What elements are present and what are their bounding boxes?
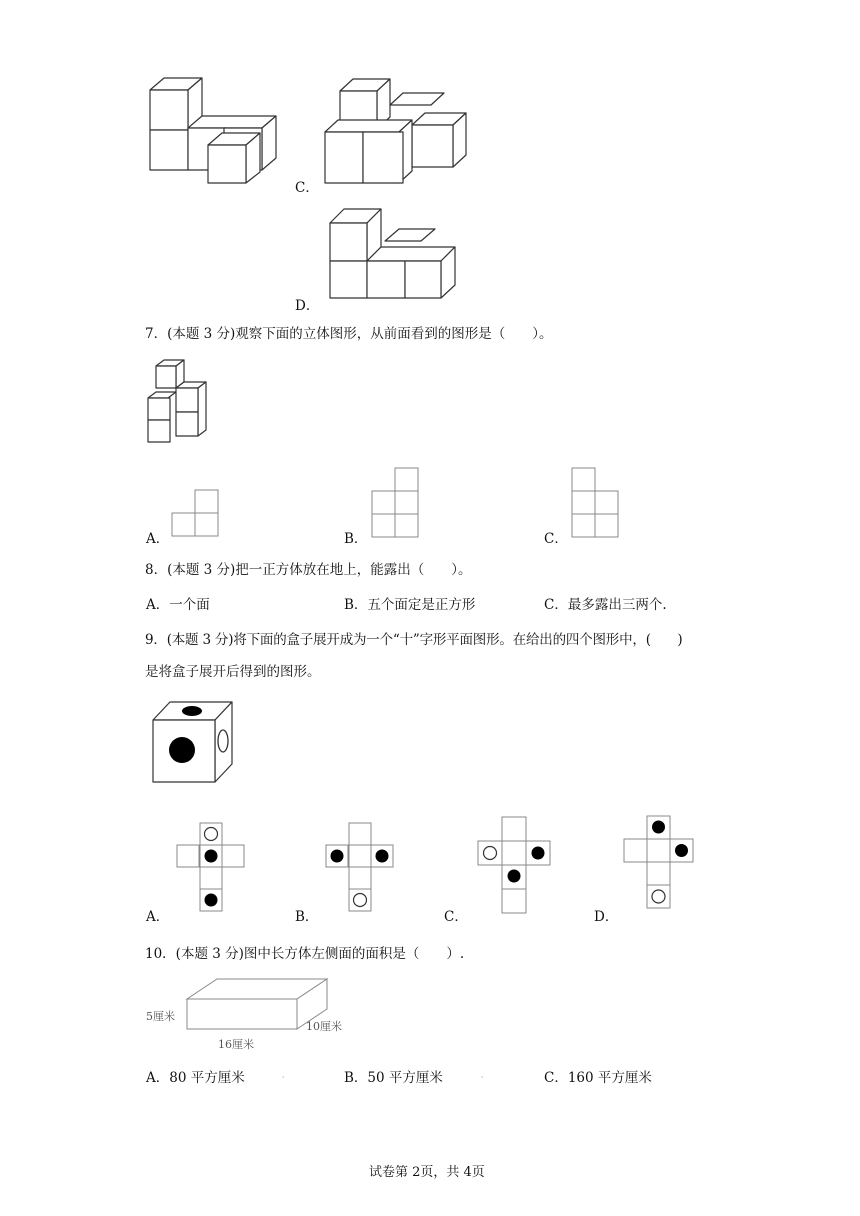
q9-option-a-net[interactable] [176, 822, 246, 914]
q9-question-line2: 是将盒子展开后得到的图形。 [145, 664, 321, 680]
q7-option-a-label[interactable]: A． [146, 531, 170, 547]
q10-option-b[interactable]: B．50 平方厘米 [344, 1070, 443, 1086]
q7-option-b-figure[interactable] [369, 466, 421, 538]
q9-question-line1: 9．(本题 3 分)将下面的盒子展开成为一个“十”字形平面图形。在给出的四个图形中，( ) [145, 632, 683, 648]
q10-separator-mark-2: ˌ [481, 1070, 484, 1079]
q8-question: 8．(本题 3 分)把一正方体放在地上，能露出（ ）。 [145, 562, 472, 578]
q7-option-c-label[interactable]: C． [544, 531, 568, 547]
q7-option-a-figure[interactable] [170, 488, 220, 538]
q10-length-label: 16厘米 [218, 1038, 254, 1051]
q10-height-label: 5厘米 [146, 1010, 175, 1023]
q7-solid-figure [146, 358, 216, 448]
q6-figure-c [320, 75, 480, 190]
q7-option-c-figure[interactable] [569, 466, 621, 538]
q6-option-c-label[interactable]: C． [295, 180, 319, 196]
q9-option-b-label[interactable]: B． [295, 909, 319, 925]
q9-option-d-net[interactable] [623, 815, 695, 911]
q6-figure-1 [140, 70, 290, 190]
q7-question: 7．(本题 3 分)观察下面的立体图形，从前面看到的图形是（ ）。 [145, 326, 553, 342]
q10-depth-label: 10厘米 [306, 1020, 342, 1033]
page-footer: 试卷第 2页，共 4页 [369, 1165, 485, 1180]
q8-option-c[interactable]: C．最多露出三两个. [544, 597, 667, 613]
q10-option-c[interactable]: C．160 平方厘米 [544, 1070, 652, 1086]
q6-figure-d [325, 205, 465, 305]
q9-option-c-label[interactable]: C． [444, 909, 468, 925]
q9-option-c-net[interactable] [477, 816, 553, 914]
q7-option-b-label[interactable]: B． [344, 531, 368, 547]
q8-option-b[interactable]: B．五个面定是正方形 [344, 597, 476, 613]
q10-option-a[interactable]: A．80 平方厘米 [146, 1070, 245, 1086]
q10-separator-mark-1: ˌ [282, 1070, 285, 1079]
q9-dice-box [150, 700, 235, 785]
q9-option-b-net[interactable] [325, 822, 395, 914]
q9-option-d-label[interactable]: D． [594, 909, 619, 925]
q9-option-a-label[interactable]: A． [146, 909, 170, 925]
q10-question: 10．(本题 3 分)图中长方体左侧面的面积是（ ）. [145, 946, 465, 962]
q6-option-d-label[interactable]: D． [295, 298, 320, 314]
q8-option-a[interactable]: A．一个面 [146, 597, 210, 613]
